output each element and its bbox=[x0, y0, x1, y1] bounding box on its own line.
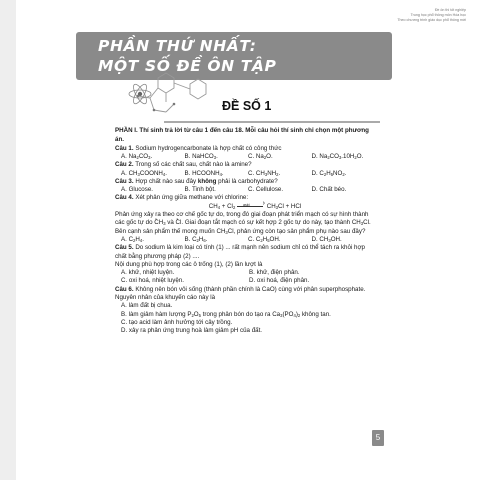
question-3: Câu 3. Hợp chất nào sau đây không phải là carbohydrate? bbox=[115, 177, 278, 185]
q3-options bbox=[115, 186, 375, 194]
q5-option-d: D. oxi hoá, điện phân. bbox=[249, 277, 310, 285]
q2-label: Câu 2. bbox=[115, 161, 134, 169]
q4-text: Xét phản ứng giữa methane với chlorine: bbox=[135, 194, 249, 202]
q4-options bbox=[115, 236, 375, 244]
question-2 bbox=[115, 161, 375, 169]
banner-title-line1: PHẦN THỨ NHẤT: bbox=[98, 37, 257, 55]
running-header-line1: Đề ôn thi tốt nghiệp bbox=[434, 8, 466, 12]
q1-text: Sodium hydrogencarbonate là hợp chất có công thức bbox=[135, 144, 282, 152]
banner-title-line2: MỘT SỐ ĐỀ ÔN TẬP bbox=[98, 57, 277, 75]
q6-label: Câu 6. bbox=[115, 285, 134, 293]
q6-option-c: C. tạo acid làm ảnh hưởng tới cây trồng. bbox=[121, 318, 233, 326]
question-5 bbox=[115, 244, 375, 261]
running-header-line2: Trung học phổ thông môn Hóa học bbox=[410, 13, 466, 17]
q4-option-c: C. $C_2H_5OH$. bbox=[248, 235, 281, 243]
question-1 bbox=[115, 145, 375, 153]
q6-option-d: D. xảy ra phản ứng trung hoà làm giảm pH của đất. bbox=[121, 327, 263, 335]
q2-option-d: D. $C_2H_5NO_2$. bbox=[311, 169, 347, 177]
q1-option-b: B. NaHCO$_3$. bbox=[184, 152, 218, 160]
q1-options bbox=[115, 153, 375, 161]
page-number: 5 bbox=[372, 430, 384, 446]
q3-option-d: D. Chất béo. bbox=[311, 186, 347, 194]
q3-label: Câu 3. bbox=[115, 177, 134, 185]
q4-condition: › askt bbox=[243, 203, 250, 208]
q5-text: Do sodium là kim loại có tính (1) ... rất mạnh nên sodium chỉ có thể tách ra khỏi hợp chất bằng phương pháp (2) .... bbox=[115, 244, 365, 260]
q2-options bbox=[115, 170, 375, 178]
q3-option-b: B. Tinh bột. bbox=[184, 186, 216, 194]
q4-equation: $CH_4 + Cl_2$ › askt $CH_3Cl$ + HCl bbox=[115, 203, 375, 211]
q3-emphasis: không bbox=[197, 177, 217, 185]
q5-options-row2 bbox=[115, 277, 375, 285]
title-divider bbox=[164, 121, 380, 123]
q6-option-b: B. làm giảm hàm lượng $P_2O_5$ trong phân bón do tạo ra $Ca_3(PO_4)_2$ không tan. bbox=[121, 310, 331, 318]
molecule-structure-icon bbox=[118, 68, 210, 128]
q6-option-a: A. làm đất bị chua. bbox=[121, 302, 173, 310]
q5-options-row1 bbox=[115, 269, 375, 277]
exam-content bbox=[115, 127, 375, 336]
running-header bbox=[397, 8, 466, 23]
q2-text: Trong số các chất sau, chất nào là amine? bbox=[135, 161, 252, 169]
q5-option-a: A. khử, nhiệt luyện. bbox=[121, 269, 175, 277]
exam-title: ĐỀ SỐ 1 bbox=[222, 99, 272, 113]
page-edge bbox=[0, 0, 16, 480]
q4-label: Câu 4. bbox=[115, 194, 134, 202]
q4-option-a: A. $C_2H_4$. bbox=[121, 235, 144, 243]
q2-option-b: B. $HCOONH_4$. bbox=[184, 169, 224, 177]
q4-option-b: B. $C_2H_6$. bbox=[184, 235, 208, 243]
q5-prompt: Nội dung phù hợp trong các ô trống (1), (2) lần lượt là bbox=[115, 260, 263, 268]
q1-option-d: D. $Na_2CO_3.10H_2O$. bbox=[311, 152, 364, 160]
q6-text: Không nên bón vôi sống (thành phần chính là CaO) cùng với phân superphosphate. Nguyên nhân của khuyến cáo này là bbox=[115, 285, 366, 302]
q1-label: Câu 1. bbox=[115, 144, 134, 152]
q5-option-b: B. khử, điện phân. bbox=[249, 269, 300, 277]
q5-option-c: C. oxi hoá, nhiệt luyện. bbox=[121, 277, 184, 285]
q2-option-a: A. $CH_3COONH_4$. bbox=[121, 169, 167, 177]
question-6 bbox=[115, 286, 375, 303]
q1-option-c: C. $Na_2O$. bbox=[248, 152, 273, 160]
q5-label: Câu 5. bbox=[115, 244, 134, 252]
q1-option-a: A. $Na_2CO_3$. bbox=[121, 152, 153, 160]
running-header-line3: Theo chương trình giáo dục phổ thông mới bbox=[397, 18, 466, 22]
q3-option-a: A. Glucose. bbox=[121, 186, 153, 194]
q2-option-c: C. $CH_3NH_2$. bbox=[248, 169, 281, 177]
section-intro: PHẦN I. Thí sinh trả lời từ câu 1 đến câu 18. Mỗi câu hỏi thí sinh chỉ chọn một phương án. bbox=[115, 127, 369, 143]
q4-option-d: D. $CH_3OH$. bbox=[311, 235, 342, 243]
q4-paragraph-2: Bên cạnh sản phẩm thế mong muốn $CH_3Cl$, phản ứng còn tạo sản phẩm phụ nào sau đây? bbox=[115, 227, 366, 235]
q3-option-c: C. Cellulose. bbox=[248, 186, 284, 194]
q4-paragraph-1: Phản ứng xảy ra theo cơ chế gốc tự do, trong đó giai đoạn phát triển mạch có sự hình thành các gốc tự do • $CH_3$ và • Cl. Giai đoạn tắt mạch có sự kết hợp 2 gốc tự do này, tạo thành $CH_3Cl$. bbox=[115, 211, 375, 228]
